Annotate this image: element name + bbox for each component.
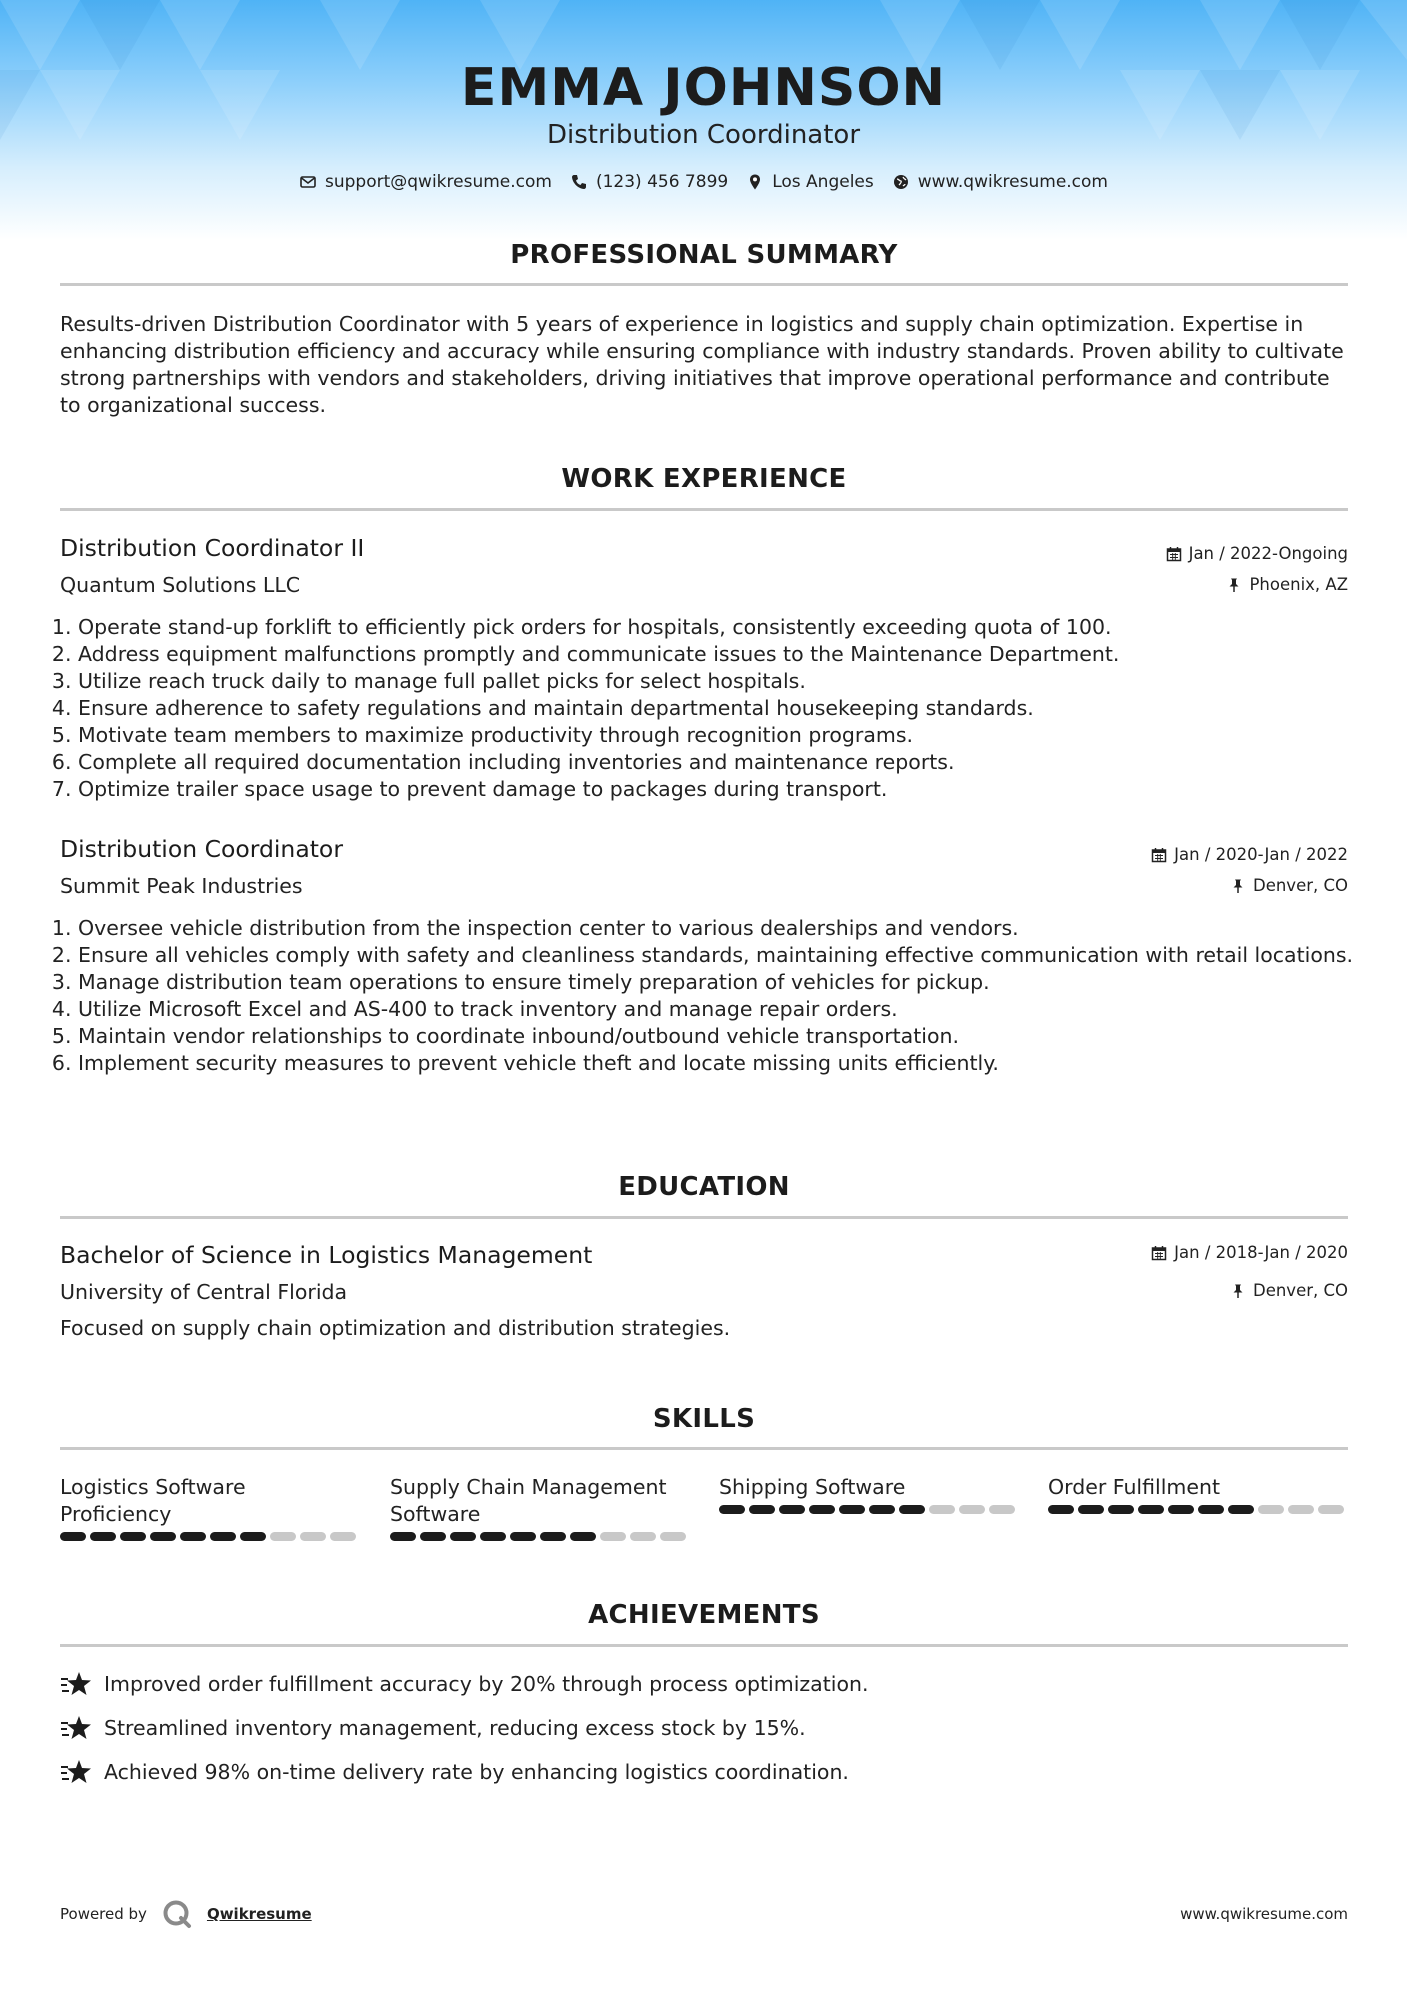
skill-segment-empty bbox=[300, 1532, 326, 1541]
education-dates-text: Jan / 2018-Jan / 2020 bbox=[1174, 1243, 1348, 1262]
skill-segment-filled bbox=[180, 1532, 206, 1541]
qwikresume-logo-icon bbox=[161, 1898, 193, 1930]
experience-heading: WORK EXPERIENCE bbox=[561, 464, 847, 494]
star-icon bbox=[60, 1714, 92, 1742]
envelope-icon bbox=[299, 173, 317, 191]
skill-segment-filled bbox=[899, 1505, 925, 1514]
achievements-heading: ACHIEVEMENTS bbox=[588, 1600, 820, 1630]
skill-segment-filled bbox=[60, 1532, 86, 1541]
skill-segment-filled bbox=[210, 1532, 236, 1541]
section-divider bbox=[60, 1216, 1348, 1219]
skill-segment-empty bbox=[1288, 1505, 1314, 1514]
list-item: 5. Motivate team members to maximize productivity through recognition programs. bbox=[78, 722, 1368, 749]
skill-segment-filled bbox=[779, 1505, 805, 1514]
job-location-text: Phoenix, AZ bbox=[1249, 575, 1348, 594]
list-item: 6. Complete all required documentation including inventories and maintenance reports. bbox=[78, 749, 1368, 776]
skill-rating-bar bbox=[390, 1532, 690, 1541]
list-item: 4. Ensure adherence to safety regulations and maintain departmental housekeeping standards. bbox=[78, 695, 1368, 722]
list-item: 5. Maintain vendor relationships to coordinate inbound/outbound vehicle transportation. bbox=[78, 1023, 1368, 1050]
job-location bbox=[1230, 876, 1348, 895]
skill-segment-empty bbox=[660, 1532, 686, 1541]
job-title: Distribution Coordinator bbox=[60, 835, 343, 863]
skill-label: Logistics Software Proficiency bbox=[60, 1475, 246, 1526]
skill-segment-filled bbox=[1228, 1505, 1254, 1514]
globe-icon bbox=[892, 173, 910, 191]
section-divider bbox=[60, 1644, 1348, 1647]
achievement-text: Improved order fulfillment accuracy by 20% through process optimization. bbox=[104, 1672, 869, 1696]
education-dates bbox=[1151, 1243, 1348, 1262]
skill-item bbox=[60, 1474, 360, 1541]
pushpin-icon bbox=[1230, 1283, 1246, 1299]
achievement-item bbox=[60, 1670, 869, 1698]
star-icon bbox=[60, 1758, 92, 1786]
footer-powered bbox=[60, 1898, 312, 1930]
phone-icon bbox=[570, 173, 588, 191]
skill-item bbox=[719, 1474, 1019, 1514]
skill-segment-filled bbox=[1138, 1505, 1164, 1514]
list-item: 1. Operate stand-up forklift to efficiently pick orders for hospitals, consistently exceeding quota of 100. bbox=[78, 614, 1368, 641]
job-dates-text: Jan / 2020-Jan / 2022 bbox=[1174, 845, 1348, 864]
achievement-item bbox=[60, 1758, 849, 1786]
skill-rating-bar bbox=[719, 1505, 1019, 1514]
list-item: 4. Utilize Microsoft Excel and AS-400 to track inventory and manage repair orders. bbox=[78, 996, 1368, 1023]
skill-segment-empty bbox=[1318, 1505, 1344, 1514]
education-heading: EDUCATION bbox=[618, 1172, 790, 1202]
skill-segment-filled bbox=[1048, 1505, 1074, 1514]
skill-label: Order Fulfillment bbox=[1048, 1475, 1221, 1499]
candidate-title: Distribution Coordinator bbox=[546, 120, 861, 150]
skill-segment-filled bbox=[1108, 1505, 1134, 1514]
skill-rating-bar bbox=[60, 1532, 360, 1541]
skill-segment-empty bbox=[929, 1505, 955, 1514]
map-pin-icon bbox=[746, 173, 764, 191]
education-location-text: Denver, CO bbox=[1252, 1281, 1348, 1300]
list-item: 1. Oversee vehicle distribution from the inspection center to various dealerships and vendors. bbox=[78, 915, 1368, 942]
list-item: 6. Implement security measures to prevent vehicle theft and locate missing units efficiently. bbox=[78, 1050, 1368, 1077]
pushpin-icon bbox=[1230, 878, 1246, 894]
skill-segment-empty bbox=[330, 1532, 356, 1541]
skill-segment-empty bbox=[989, 1505, 1015, 1514]
school-name: University of Central Florida bbox=[60, 1280, 348, 1304]
candidate-name: EMMA JOHNSON bbox=[460, 58, 947, 118]
skill-segment-filled bbox=[150, 1532, 176, 1541]
skill-segment-empty bbox=[600, 1532, 626, 1541]
summary-heading: PROFESSIONAL SUMMARY bbox=[510, 240, 898, 270]
skill-segment-filled bbox=[540, 1532, 566, 1541]
achievement-text: Achieved 98% on-time delivery rate by enhancing logistics coordination. bbox=[104, 1760, 849, 1784]
skill-segment-filled bbox=[390, 1532, 416, 1541]
powered-by-text: Powered by bbox=[60, 1905, 147, 1923]
achievement-text: Streamlined inventory management, reducing excess stock by 15%. bbox=[104, 1716, 806, 1740]
contact-website[interactable] bbox=[892, 172, 1108, 192]
skill-segment-filled bbox=[749, 1505, 775, 1514]
list-item: 2. Address equipment malfunctions promptly and communicate issues to the Maintenance Department. bbox=[78, 641, 1368, 668]
duty-list bbox=[60, 614, 1368, 803]
skill-segment-empty bbox=[1258, 1505, 1284, 1514]
contact-location bbox=[746, 172, 874, 192]
summary-text: Results-driven Distribution Coordinator with 5 years of experience in logistics and supply chain optimization. Expertise in enhancing distribution efficiency and accuracy while ensuring compliance with industry standards. Proven ability to cultivate strong partnerships with vendors and stakeholders, driving initiatives that improve operational performance and contribute to organizational success. bbox=[60, 312, 1344, 417]
job-title: Distribution Coordinator II bbox=[60, 534, 365, 562]
education-description: Focused on supply chain optimization and distribution strategies. bbox=[60, 1316, 731, 1340]
skill-item bbox=[390, 1474, 690, 1541]
skill-segment-filled bbox=[839, 1505, 865, 1514]
section-divider bbox=[60, 283, 1348, 286]
calendar-icon bbox=[1151, 1245, 1167, 1261]
skill-segment-empty bbox=[630, 1532, 656, 1541]
job-dates bbox=[1151, 845, 1348, 864]
contact-website-text: www.qwikresume.com bbox=[917, 172, 1108, 192]
job-location bbox=[1226, 575, 1348, 594]
skill-segment-filled bbox=[450, 1532, 476, 1541]
list-item: 3. Manage distribution team operations to ensure timely preparation of vehicles for pickup. bbox=[78, 969, 1368, 996]
section-divider bbox=[60, 508, 1348, 511]
skill-rating-bar bbox=[1048, 1505, 1348, 1514]
skill-segment-filled bbox=[719, 1505, 745, 1514]
skill-label: Shipping Software bbox=[719, 1475, 906, 1499]
skill-label: Supply Chain Management Software bbox=[390, 1475, 667, 1526]
degree-title: Bachelor of Science in Logistics Management bbox=[60, 1241, 593, 1269]
contact-phone[interactable] bbox=[570, 172, 728, 192]
section-divider bbox=[60, 1447, 1348, 1450]
list-item: 3. Utilize reach truck daily to manage full pallet picks for select hospitals. bbox=[78, 668, 1368, 695]
skill-segment-empty bbox=[270, 1532, 296, 1541]
qwikresume-link[interactable]: Qwikresume bbox=[206, 1905, 312, 1923]
job-dates bbox=[1166, 544, 1348, 563]
pushpin-icon bbox=[1226, 577, 1242, 593]
skill-segment-filled bbox=[420, 1532, 446, 1541]
education-location bbox=[1230, 1281, 1348, 1300]
duty-list bbox=[60, 915, 1368, 1077]
skill-segment-filled bbox=[120, 1532, 146, 1541]
skill-segment-filled bbox=[1078, 1505, 1104, 1514]
footer-website[interactable]: www.qwikresume.com bbox=[1180, 1905, 1348, 1923]
achievement-item bbox=[60, 1714, 806, 1742]
list-item: 2. Ensure all vehicles comply with safety and cleanliness standards, maintaining effective communication with retail locations. bbox=[78, 942, 1368, 969]
skill-segment-filled bbox=[90, 1532, 116, 1541]
contact-phone-text: (123) 456 7899 bbox=[595, 172, 729, 192]
skill-segment-filled bbox=[1168, 1505, 1194, 1514]
calendar-icon bbox=[1166, 546, 1182, 562]
skill-item bbox=[1048, 1474, 1348, 1514]
job-company: Quantum Solutions LLC bbox=[60, 573, 301, 597]
skills-heading: SKILLS bbox=[652, 1404, 756, 1434]
skill-segment-empty bbox=[959, 1505, 985, 1514]
contact-email-text: support@qwikresume.com bbox=[325, 172, 552, 192]
skill-segment-filled bbox=[869, 1505, 895, 1514]
list-item: 7. Optimize trailer space usage to prevent damage to packages during transport. bbox=[78, 776, 1368, 803]
job-dates-text: Jan / 2022-Ongoing bbox=[1188, 544, 1348, 563]
skill-segment-filled bbox=[240, 1532, 266, 1541]
job-location-text: Denver, CO bbox=[1252, 876, 1348, 895]
star-icon bbox=[60, 1670, 92, 1698]
job-company: Summit Peak Industries bbox=[60, 874, 303, 898]
contact-location-text: Los Angeles bbox=[772, 172, 874, 192]
skill-segment-filled bbox=[809, 1505, 835, 1514]
calendar-icon bbox=[1151, 847, 1167, 863]
contact-bar bbox=[0, 172, 1407, 192]
contact-email[interactable] bbox=[299, 172, 552, 192]
skill-segment-filled bbox=[510, 1532, 536, 1541]
skill-segment-filled bbox=[1198, 1505, 1224, 1514]
skill-segment-filled bbox=[570, 1532, 596, 1541]
skill-segment-filled bbox=[480, 1532, 506, 1541]
